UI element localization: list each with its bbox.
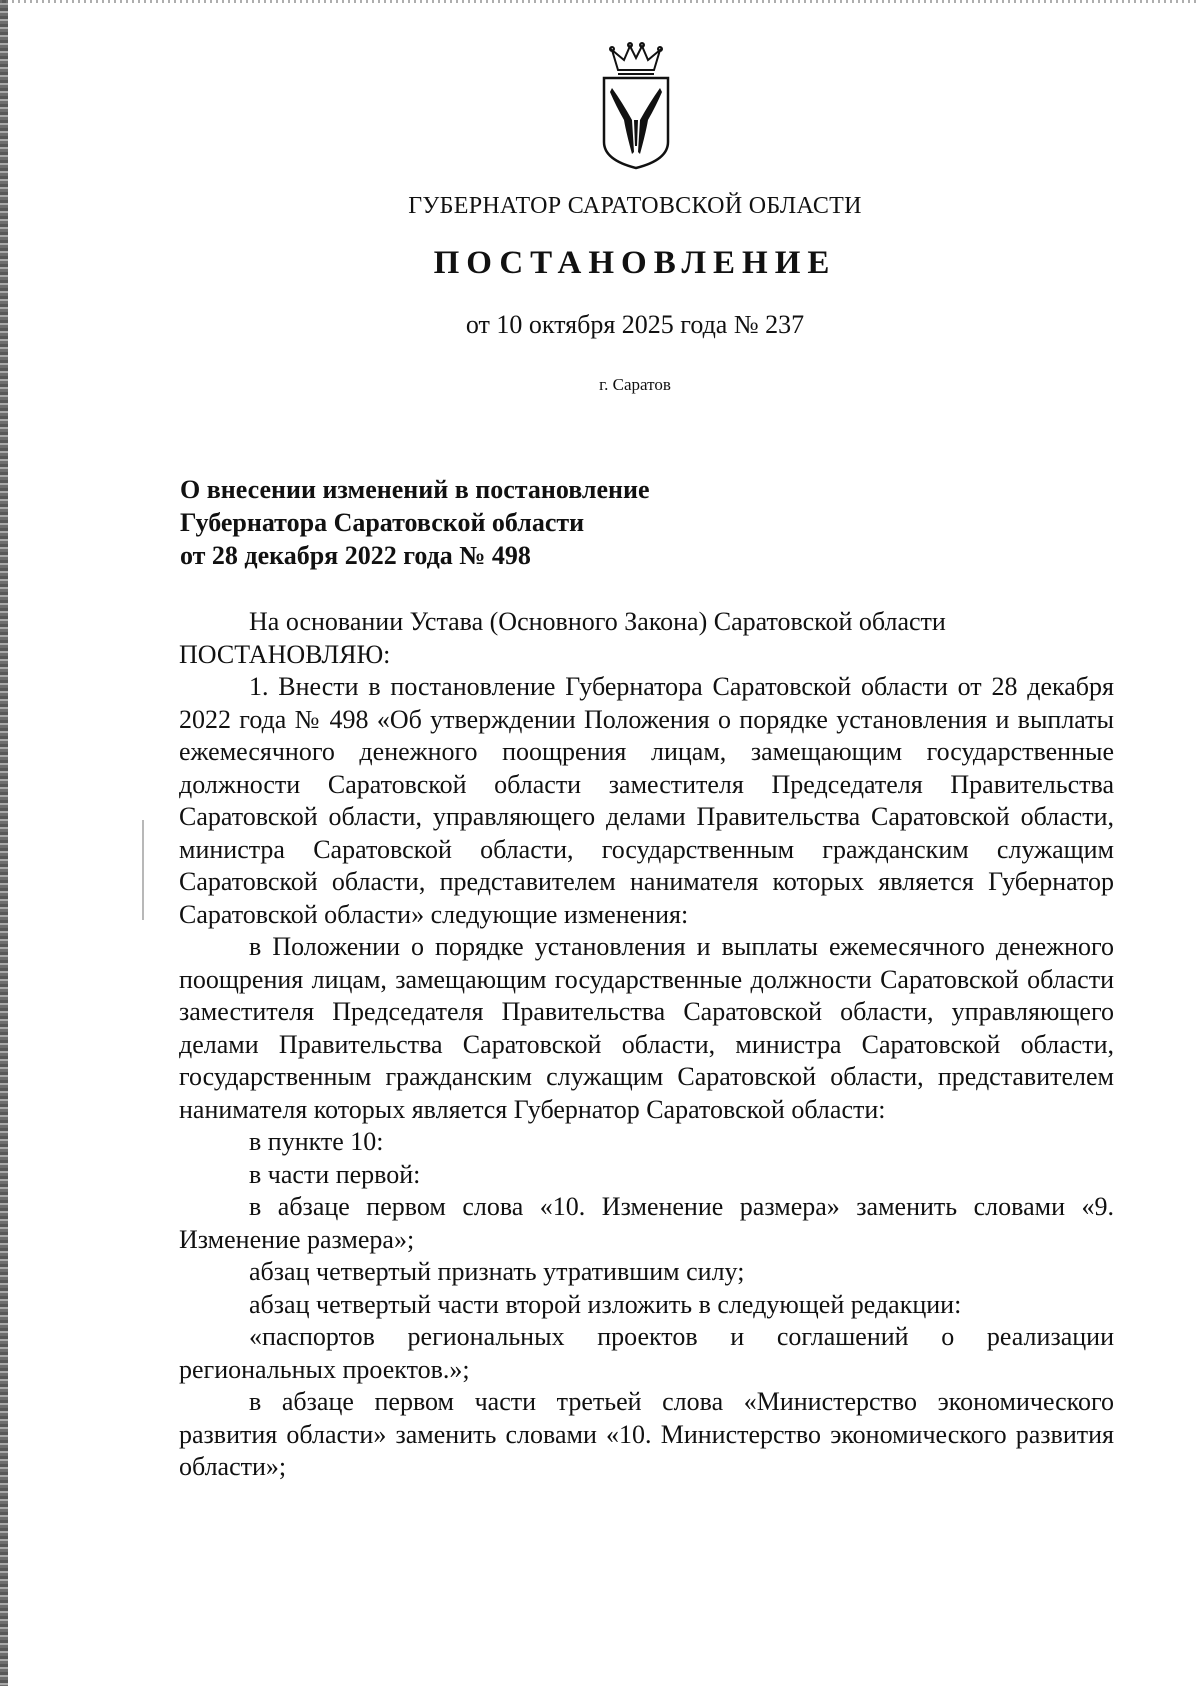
document-city: г. Саратов: [599, 375, 671, 394]
paragraph-fourth-abzac: абзац четвертый признать утратившим силу;: [249, 1257, 745, 1286]
paragraph-item-1: 1. Внести в постановление Губернатора Саратовской области от 28 декабря 2022 года № 498 «Об утверждении Положения о порядке установления и выплаты ежемесячного денежного поощрения лицам, замещающим государственные должности Саратовской области заместителя Председателя Правительства Саратовской области, управляющего делами Правительства Саратовской области, министра Саратовской области, государственным гражданским служащим Саратовской области, представителем нанимателя которых является Губернатор Саратовской области» следующие изменения:: [179, 672, 1114, 929]
coat-of-arms-icon: [596, 42, 676, 172]
paragraph-part-two: абзац четвертый части второй изложить в следующей редакции:: [249, 1289, 962, 1319]
scan-edge-top: [0, 0, 1200, 3]
paragraph-quote: «паспортов региональных проектов и соглашений о реализации региональных проектов.»;: [179, 1322, 1114, 1384]
scan-margin-mark: [142, 820, 144, 920]
paragraph-part-three: в абзаце первом части третьей слова «Министерство экономического развития области» заменить словами «10. Министерство экономического развития области»;: [179, 1387, 1114, 1481]
paragraph-resolve: ПОСТАНОВЛЯЮ:: [179, 639, 391, 669]
title-line-3: от 28 декабря 2022 года № 498: [180, 541, 531, 570]
paragraph-first-abzac: в абзаце первом слова «10. Изменение размера» заменить словами «9. Изменение размера»;: [179, 1192, 1114, 1254]
title-line-1: О внесении изменений в постановление: [180, 475, 650, 504]
title-line-2: Губернатора Саратовской области: [180, 508, 585, 537]
document-date-number: от 10 октября 2025 года № 237: [465, 310, 805, 339]
paragraph-part-one: в части первой:: [249, 1159, 421, 1189]
document-body: [179, 606, 1114, 1484]
paragraph-regulation: в Положении о порядке установления и выплаты ежемесячного денежного поощрения лицам, замещающим государственные должности Саратовской области заместителя Председателя Правительства Саратовской области, управляющего делами Правительства Саратовской области, министра Саратовской области, государственным гражданским служащим Саратовской области, представителем нанимателя которых является Губернатор Саратовской области:: [179, 932, 1114, 1124]
document-type: ПОСТАНОВЛЕНИЕ: [433, 245, 837, 281]
document-title: [180, 473, 880, 572]
paragraph-basis: На основании Устава (Основного Закона) Саратовской области: [249, 607, 946, 636]
paragraph-clause-10: в пункте 10:: [249, 1127, 384, 1156]
issuing-authority: ГУБЕРНАТОР САРАТОВСКОЙ ОБЛАСТИ: [408, 193, 862, 219]
